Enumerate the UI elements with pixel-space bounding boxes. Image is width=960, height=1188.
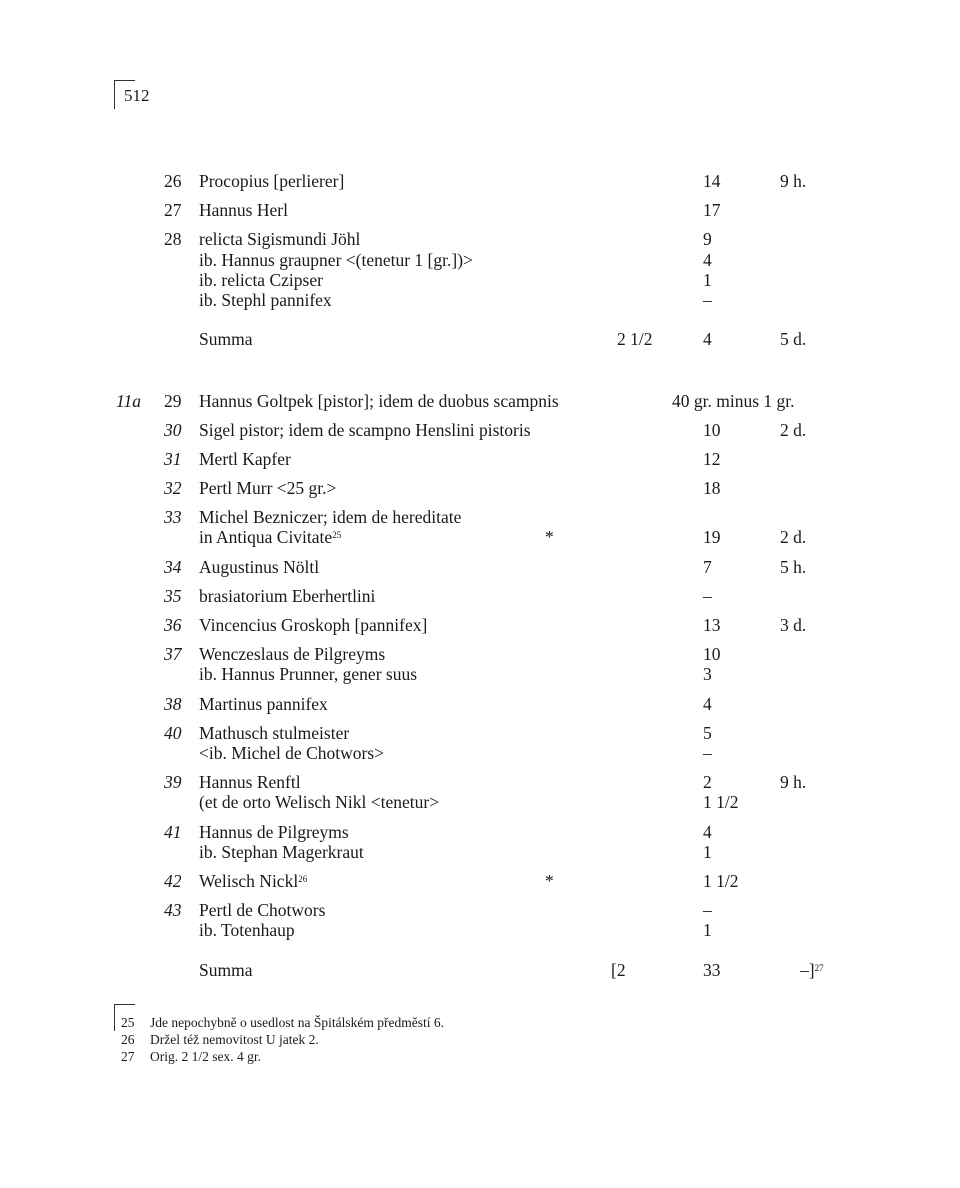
- grossi-value: 13: [703, 615, 721, 635]
- entry-name: Mathusch stulmeister: [199, 723, 350, 743]
- grossi-value: 10: [703, 644, 721, 664]
- entry-number: 33: [164, 507, 182, 527]
- entry-name: ib. Stephan Magerkraut: [199, 842, 364, 862]
- page-number: 512: [124, 86, 150, 105]
- grossi-value: 14: [703, 171, 721, 191]
- entry-number: 32: [164, 478, 182, 498]
- entry-number: 30: [164, 420, 182, 440]
- entry-name: Pertl de Chotwors: [199, 900, 326, 920]
- footnote-ref: 27: [814, 963, 824, 973]
- footnote-number: 26: [121, 1032, 135, 1047]
- entry-number: 27: [164, 200, 182, 220]
- entry-name: Procopius [perlierer]: [199, 171, 345, 191]
- grossi-value: 1 1/2: [703, 871, 739, 891]
- grossi-value: 9: [703, 229, 712, 249]
- denar-value: 9 h.: [780, 171, 807, 191]
- denar-value: 2 d.: [780, 420, 807, 440]
- denar-value: 2 d.: [780, 527, 807, 547]
- entry-number: 43: [164, 900, 182, 920]
- grossi-value: 1 1/2: [703, 792, 739, 812]
- grossi-value: –: [703, 900, 712, 920]
- entry-name: <ib. Michel de Chotwors>: [199, 743, 384, 763]
- entry-number: 41: [164, 822, 182, 842]
- denar-value: 5 h.: [780, 557, 807, 577]
- entry-name: Augustinus Nöltl: [199, 557, 320, 577]
- footnote-number: 25: [121, 1015, 135, 1030]
- footnote-ref: 26: [298, 874, 308, 884]
- footnote-text: Orig. 2 1/2 sex. 4 gr.: [150, 1049, 261, 1064]
- denar-value: 5 d.: [780, 329, 807, 349]
- grossi-value: –: [703, 290, 712, 310]
- asterisk-mark: *: [545, 527, 554, 547]
- entry-number: 38: [164, 694, 182, 714]
- entry-number: 28: [164, 229, 182, 249]
- grossi-value: 3: [703, 664, 712, 684]
- entry-name: ib. Stephl pannifex: [199, 290, 332, 310]
- grossi-value: –: [703, 586, 712, 606]
- entry-name: Wenczeslaus de Pilgreyms: [199, 644, 386, 664]
- entry-name: Hannus de Pilgreyms: [199, 822, 349, 842]
- entry-number: 34: [164, 557, 182, 577]
- footnote-text: Jde nepochybně o usedlost na Špitálském předměstí 6.: [150, 1015, 444, 1030]
- grossi-value: 10: [703, 420, 721, 440]
- entry-number: 26: [164, 171, 182, 191]
- grossi-value: 2: [703, 772, 712, 792]
- footnote-ref: 25: [332, 530, 342, 540]
- entry-number: 40: [164, 723, 182, 743]
- grossi-value: –: [703, 743, 712, 763]
- denar-value: 3 d.: [780, 615, 807, 635]
- grossi-value: 1: [703, 920, 712, 940]
- entry-name: Martinus pannifex: [199, 694, 328, 714]
- entry-name: Mertl Kapfer: [199, 449, 291, 469]
- entry-name: relicta Sigismundi Jöhl: [199, 229, 361, 249]
- grossi-value: 18: [703, 478, 721, 498]
- folio-margin-note: 11a: [116, 391, 141, 411]
- sexagena-value: 2 1/2: [617, 329, 653, 349]
- denar-value: 9 h.: [780, 772, 807, 792]
- grossi-value: 17: [703, 200, 721, 220]
- entry-name: Hannus Goltpek [pistor]; idem de duobus scampnis: [199, 391, 559, 411]
- entry-number: 29: [164, 391, 182, 411]
- entry-number: 39: [164, 772, 182, 792]
- entry-name: Pertl Murr <25 gr.>: [199, 478, 337, 498]
- entry-name: ib. Totenhaup: [199, 920, 295, 940]
- entry-name: Vincencius Groskoph [pannifex]: [199, 615, 428, 635]
- grossi-value: 19: [703, 527, 721, 547]
- grossi-value: 4: [703, 250, 712, 270]
- entry-name: Michel Bezniczer; idem de hereditate: [199, 507, 462, 527]
- grossi-value: 33: [703, 960, 721, 980]
- entry-name: ib. Hannus Prunner, gener suus: [199, 664, 418, 684]
- grossi-value: 12: [703, 449, 721, 469]
- denar-value: –]$^{27}$: [800, 960, 824, 980]
- entry-name: Hannus Herl: [199, 200, 288, 220]
- sexagena-value: [2: [611, 960, 626, 980]
- entry-name: (et de orto Welisch Nikl <tenetur>: [199, 792, 440, 812]
- entry-name: ib. Hannus graupner <(tenetur 1 [gr.])>: [199, 250, 473, 270]
- entry-number: 37: [164, 644, 182, 664]
- entry-name: Sigel pistor; idem de scampno Henslini pistoris: [199, 420, 531, 440]
- summa-label: Summa: [199, 960, 253, 980]
- entry-name: Hannus Renftl: [199, 772, 301, 792]
- entry-number: 35: [164, 586, 182, 606]
- entry-number: 36: [164, 615, 182, 635]
- grossi-value: 40 gr. minus 1 gr.: [672, 391, 795, 411]
- grossi-value: 7: [703, 557, 712, 577]
- entry-name: Welisch Nickl$^{26}$: [199, 871, 308, 891]
- grossi-value: 5: [703, 723, 712, 743]
- summa-label: Summa: [199, 329, 253, 349]
- entry-name: brasiatorium Eberhertlini: [199, 586, 376, 606]
- grossi-value: 4: [703, 329, 712, 349]
- asterisk-mark: *: [545, 871, 554, 891]
- entry-number: 31: [164, 449, 182, 469]
- entry-name: ib. relicta Czipser: [199, 270, 323, 290]
- footnote-text: Držel též nemovitost U jatek 2.: [150, 1032, 319, 1047]
- grossi-value: 1: [703, 842, 712, 862]
- grossi-value: 1: [703, 270, 712, 290]
- grossi-value: 4: [703, 822, 712, 842]
- footnote-number: 27: [121, 1049, 135, 1064]
- grossi-value: 4: [703, 694, 712, 714]
- entry-number: 42: [164, 871, 182, 891]
- entry-name: in Antiqua Civitate$^{25}$: [199, 527, 342, 547]
